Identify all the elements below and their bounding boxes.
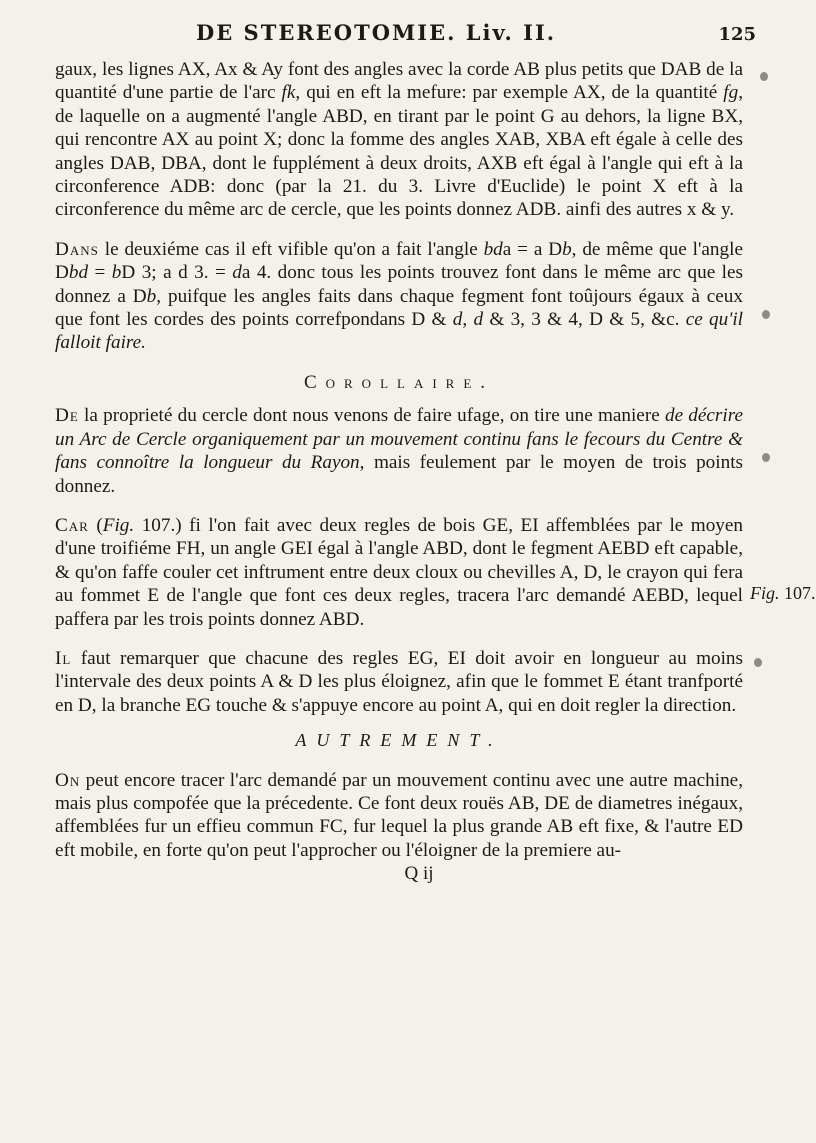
text-run: faut remarquer que chacune des regles EG, EI doit avoir en longueur au moins l'intervale des deux points A & D les plus éloignez, afin que le fommet E étant tranfporté en D, la branche EG touche & s'appuye encore au point A, qui en doit regler la direction. xyxy=(55,647,743,716)
text-run: d xyxy=(473,309,484,331)
paragraph-3 xyxy=(55,404,743,498)
margin-ornament-icon xyxy=(760,72,768,81)
text-run: b xyxy=(562,238,572,260)
text-run: , puifque les angles faits dans chaque fegment font toûjours égaux à ceux que font les cordes des points correfpondans D & xyxy=(55,285,743,331)
signature-mark xyxy=(55,862,743,885)
text-run: Fig. xyxy=(102,514,135,536)
text-run: AUTREMENT. xyxy=(295,730,503,751)
text-run: , mais feulement par le moyen de trois points donnez. xyxy=(55,452,743,497)
page-number: 125 xyxy=(718,24,756,45)
margin-fig-number: 107. xyxy=(784,583,816,603)
page-header xyxy=(196,20,756,54)
text-run: b xyxy=(146,285,157,307)
running-title: DE STEREOTOMIE. Liv. II. xyxy=(196,20,557,45)
text-run: Corollaire. xyxy=(303,371,495,393)
text-run: gaux, les lignes AX, Ax & Ay font des angles avec la corde AB plus petits que DAB de la quantité d'une partie de l'arc xyxy=(55,59,743,104)
text-run: Dans xyxy=(55,238,99,260)
text-run: b xyxy=(111,262,122,284)
text-run: Car xyxy=(55,514,89,536)
text-run: a = a D xyxy=(502,238,563,260)
text-run: De xyxy=(55,405,79,427)
paragraph-6 xyxy=(55,769,743,863)
text-run: d xyxy=(232,262,242,284)
text-run: ( xyxy=(88,514,103,536)
text-run: , de laquelle on a augmenté l'angle ABD, en tirant par le point G au dehors, la ligne BX, qui rencontre AX au point X; donc la fomme des angles XAB, XBA eft égale à celle des angles DAB, DBA, dont le fupplément à deux droits, AXB eft égal à l'angle qui eft à la circonference ADB: donc (par la 21. du 3. Livre d'Euclide) le point X eft à la circonference du même arc de cercle, que les points donnez ADB. ainfi des autres x & y. xyxy=(55,82,743,221)
corollary-heading xyxy=(55,371,743,394)
text-run: a 4. donc tous les points trouvez font dans le même arc que les donnez a D xyxy=(55,262,743,307)
text-run: bd xyxy=(483,238,503,260)
text-run: fk xyxy=(281,82,296,104)
text-run: ce qu'il falloit faire. xyxy=(55,309,743,354)
text-run: Il xyxy=(55,647,72,669)
margin-ornament-icon xyxy=(762,453,770,462)
text-run: Q ij xyxy=(404,863,434,885)
autrement-heading xyxy=(55,729,743,752)
text-run: D 3; a d 3. = xyxy=(121,262,233,284)
text-run: bd xyxy=(68,262,89,284)
figure-margin-note xyxy=(750,583,816,604)
text-run: peut encore tracer l'arc demandé par un mouvement continu avec une autre machine, mais plus compofée que la précedente. Ce font deux rouës AB, DE de diametres inégaux, affemblées fur un effieu commun FC, fur lequel la plus grande AB eft fixe, & l'autre ED eft mobile, en forte qu'on peut l'approcher ou l'éloigner de la premiere au- xyxy=(55,769,743,861)
paragraph-4 xyxy=(55,514,743,631)
text-run: , xyxy=(462,309,474,331)
body-text xyxy=(55,58,743,886)
text-run: fg xyxy=(723,82,739,104)
paragraph-5 xyxy=(55,647,743,717)
text-run: , de même que l'angle D xyxy=(55,238,743,284)
text-run: d xyxy=(452,309,463,331)
text-run: On xyxy=(55,769,81,791)
paragraph-2 xyxy=(55,238,743,355)
text-run: & 3, 3 & 4, D & 5, &c. xyxy=(483,309,686,331)
text-run: de décrire un Arc de Cercle organiquement par un mouvement continu fans le fecours du Centre & fans connoître la longueur du Rayon xyxy=(55,405,744,474)
paragraph-1 xyxy=(55,58,743,222)
text-run: la proprieté du cercle dont nous venons de faire ufage, on tire une maniere xyxy=(78,405,665,427)
text-run: = xyxy=(88,262,112,284)
text-run: 107.) fi l'on fait avec deux regles de bois GE, EI affemblées par le moyen d'une troifiéme FH, un angle GEI égal à l'angle ABD, dont le fegment AEBD eft capable, & qu'on faffe couler cet inftrument entre deux cloux ou chevilles A, D, le crayon qui fera au fommet E de l'angle que font ces deux regles, tracera l'arc demandé AEBD, lequel paffera par les trois points donnez ABD. xyxy=(55,514,744,630)
margin-ornament-icon xyxy=(762,310,770,319)
text-run: , qui en eft la mefure: par exemple AX, de la quantité xyxy=(295,82,724,104)
text-run: le deuxiéme cas il eft vifible qu'on a fait l'angle xyxy=(98,238,484,260)
margin-ornament-icon xyxy=(754,658,762,667)
margin-fig-label: Fig. xyxy=(750,583,780,603)
